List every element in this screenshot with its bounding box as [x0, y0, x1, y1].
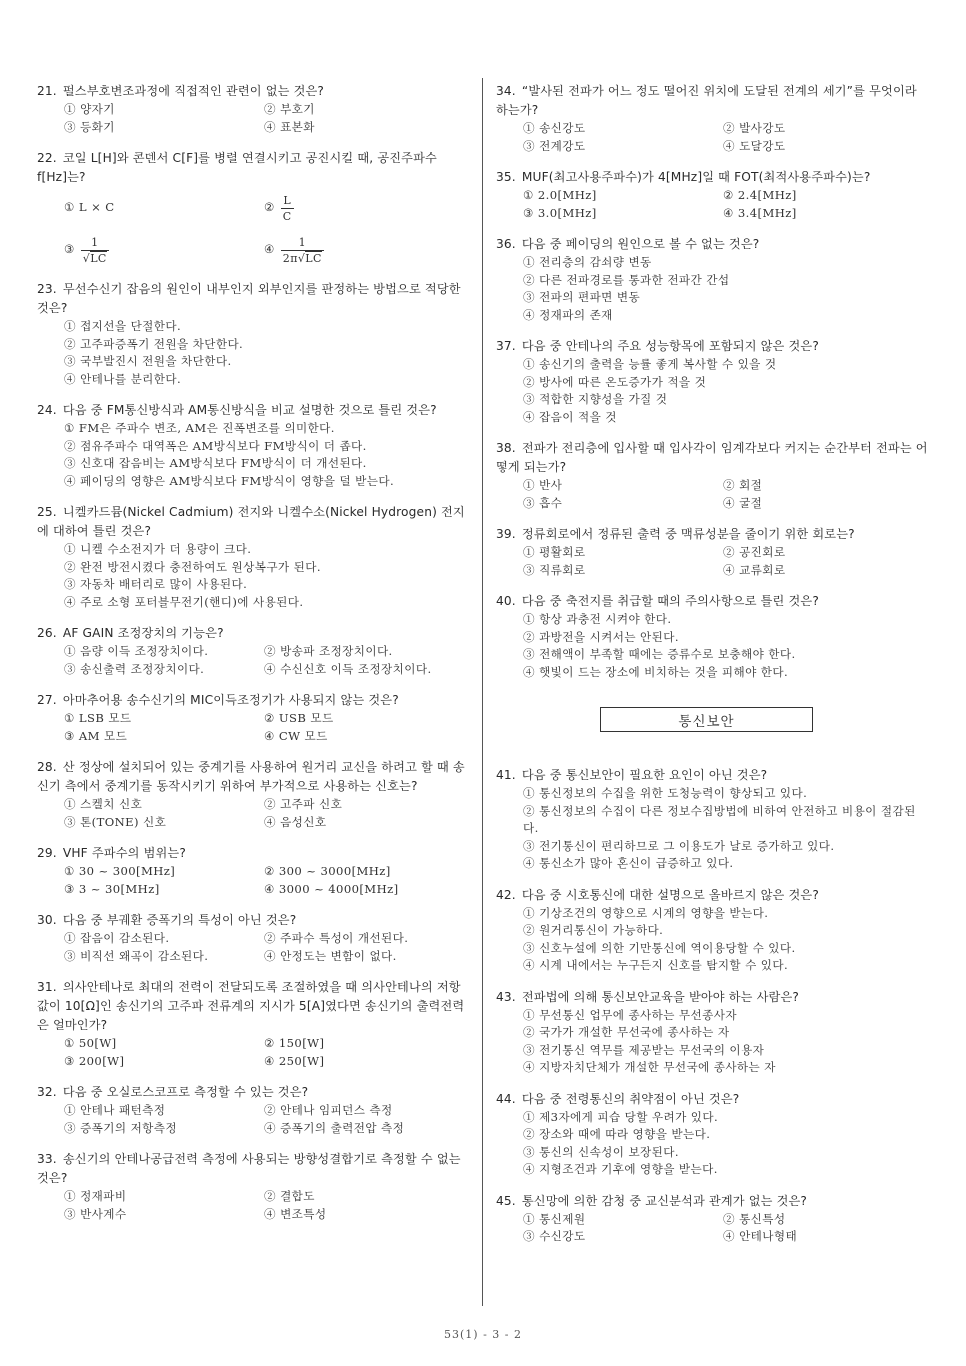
question-stem: 전파법에 의해 통신보안교육을 받아야 하는 사람은? — [521, 989, 799, 1004]
answer-option: ② 결합도 — [264, 1189, 315, 1203]
question-text — [496, 988, 928, 1007]
question-text — [496, 1090, 928, 1109]
answer-option: ③ 반사계수 — [64, 1206, 127, 1221]
question-text — [37, 844, 469, 863]
option-label: ④ — [264, 242, 275, 257]
answer-option: ② 고주파증폭기 전원을 차단한다. — [64, 336, 244, 351]
sqrt-content: LC — [305, 251, 322, 265]
question-number: 35. — [496, 170, 516, 184]
answer-options — [496, 905, 928, 975]
answer-option: ① 안테나 패턴측정 — [64, 1103, 166, 1117]
answer-option: ④ 통신소가 많아 혼신이 급증하고 있다. — [523, 856, 734, 870]
answer-option: ② 부호기 — [264, 102, 315, 116]
question-item — [496, 337, 928, 426]
question-text — [37, 624, 469, 643]
answer-options — [37, 420, 469, 490]
answer-options — [496, 544, 928, 579]
answer-option: ④ 변조특성 — [264, 1206, 327, 1221]
question-stem: 정류회로에서 정류된 출력 중 맥류성분을 줄이기 위한 회로는? — [521, 527, 855, 541]
section-title: 통신보안 — [600, 707, 813, 732]
answer-option: ③ 증폭기의 저항측정 — [64, 1120, 177, 1135]
answer-option: ① 스켈치 신호 — [64, 797, 143, 811]
answer-option: ④ 수신신호 이득 조정장치이다. — [264, 661, 432, 676]
question-stem: 다음 중 오실로스코프로 측정할 수 있는 것은? — [62, 1085, 309, 1099]
right-column — [496, 82, 928, 1259]
answer-option: ③ 전해액이 부족할 때에는 증류수로 보충해야 한다. — [523, 647, 796, 661]
answer-option: ② 통신정보의 수집이 다른 정보수집방법에 비하여 안전하고 비용이 절감된다. — [523, 803, 916, 835]
question-number: 32. — [37, 1085, 57, 1099]
question-item — [496, 235, 928, 324]
answer-option: ① 제3자에게 피습 당할 우려가 있다. — [523, 1109, 719, 1124]
question-item — [37, 911, 469, 965]
question-number: 21. — [37, 84, 57, 98]
answer-option: ③ 전기통신이 편리하므로 그 이용도가 날로 증가하고 있다. — [523, 838, 835, 853]
question-stem: 니켈카드뮴(Nickel Cadmium) 전지와 니켈수소(Nickel Hydrogen) 전지에 대하여 틀린 것은? — [37, 505, 465, 538]
answer-option: ③ 3.0[MHz] — [523, 205, 597, 220]
answer-options — [496, 785, 928, 873]
question-number: 34. — [496, 84, 516, 98]
fraction-denominator — [281, 208, 294, 223]
answer-option: ③ 전기통신 역무를 제공받는 무선국의 이용자 — [523, 1042, 765, 1057]
answer-option: ① 통신정보의 수집을 위한 도청능력이 향상되고 있다. — [523, 786, 808, 800]
question-text — [496, 82, 928, 120]
answer-option: ④ 시계 내에서는 누구든지 신호를 탐지할 수 있다. — [523, 958, 789, 972]
answer-option: ① 잡음이 감소된다. — [64, 931, 170, 945]
question-text — [496, 525, 928, 544]
question-number: 25. — [37, 505, 57, 519]
answer-options — [496, 1007, 928, 1077]
answer-option: ③ 수신강도 — [523, 1229, 586, 1243]
answer-option: ② 통신특성 — [723, 1211, 786, 1226]
denominator-prefix: 2π — [282, 251, 298, 265]
answer-option: ③ 신호누설에 의한 기만통신에 역이용당할 수 있다. — [523, 940, 796, 955]
question-stem: 다음 중 안테나의 주요 성능항목에 포함되지 않은 것은? — [521, 339, 819, 353]
question-text — [37, 758, 469, 796]
question-number: 27. — [37, 693, 57, 707]
question-stem: 다음 중 시호통신에 대한 설명으로 올바르지 않은 것은? — [521, 887, 819, 902]
answer-option: ④ 3.4[MHz] — [723, 205, 797, 220]
answer-option: ① 반사 — [523, 478, 563, 492]
fraction-numerator: 1 — [91, 235, 99, 249]
answer-option: ① 항상 과충전 시켜야 한다. — [523, 612, 672, 626]
question-item — [496, 168, 928, 222]
answer-options — [496, 1211, 928, 1246]
question-number: 45. — [496, 1193, 516, 1208]
fraction — [281, 194, 294, 223]
question-stem: 다음 중 페이딩의 원인으로 볼 수 없는 것은? — [521, 237, 760, 251]
answer-options — [37, 1188, 469, 1223]
answer-option: ② 방송파 조정장치이다. — [264, 644, 393, 658]
answer-option: ① 정재파비 — [64, 1189, 127, 1203]
answer-option: ② 주파수 특성이 개선된다. — [264, 931, 409, 945]
answer-option: ② 2.4[MHz] — [723, 188, 797, 202]
question-text — [496, 439, 928, 477]
answer-option: ③ 비직선 왜곡이 감소된다. — [64, 948, 209, 963]
answer-option: ③ 통신의 신속성이 보장된다. — [523, 1144, 679, 1159]
question-stem: 펄스부호변조과정에 직접적인 관련이 없는 것은? — [62, 84, 325, 98]
question-number: 38. — [496, 441, 516, 455]
question-item — [37, 1150, 469, 1223]
question-stem: 송신기의 안테나공급전력 측정에 사용되는 방향성결합기로 측정할 수 없는 것은? — [37, 1152, 461, 1185]
answer-option: ④ 음성신호 — [264, 814, 327, 829]
answer-option: ② 과방전을 시켜서는 안된다. — [523, 629, 679, 644]
questions-34-40 — [496, 82, 928, 681]
answer-option: ④ 지방자치단체가 개설한 무선국에 종사하는 자 — [523, 1060, 776, 1074]
question-item — [37, 1083, 469, 1137]
answer-option: ③ 등화기 — [64, 119, 115, 134]
question-number: 42. — [496, 887, 516, 902]
answer-option — [264, 233, 469, 267]
answer-option: ① 음량 이득 조정장치이다. — [64, 644, 209, 658]
question-stem: 무선수신기 잡음의 원인이 내부인지 외부인지를 판정하는 방법으로 적당한 것은? — [37, 282, 461, 315]
answer-option: ② 발사강도 — [723, 121, 786, 135]
answer-option: ③ AM 모드 — [64, 728, 128, 743]
answer-options — [496, 120, 928, 155]
question-item — [496, 439, 928, 512]
question-text — [37, 1150, 469, 1188]
question-stem: 코일 L[H]와 콘덴서 C[F]를 병렬 연결시키고 공진시킬 때, 공진주파수 f[Hz]는? — [37, 151, 437, 184]
question-stem: 다음 중 FM통신방식과 AM통신방식을 비교 설명한 것으로 틀린 것은? — [62, 403, 437, 417]
answer-option: ④ 정재파의 존재 — [523, 307, 613, 322]
answer-option: ① LSB 모드 — [64, 711, 132, 725]
answer-options — [37, 191, 469, 267]
answer-options — [37, 318, 469, 388]
answer-option: ③ 톤(TONE) 신호 — [64, 814, 167, 829]
option-label: ② — [264, 200, 275, 215]
question-number: 43. — [496, 989, 516, 1004]
question-stem: 아마추어용 송수신기의 MIC이득조정기가 사용되지 않는 것은? — [62, 693, 399, 707]
answer-options — [37, 643, 469, 678]
answer-option: ① 니켈 수소전지가 더 용량이 크다. — [64, 542, 252, 556]
option-label: ① L × C — [64, 200, 115, 215]
answer-option: ① 무선통신 업무에 종사하는 무선종사자 — [523, 1007, 737, 1022]
answer-option: ④ 도달강도 — [723, 138, 786, 153]
answer-option: ① 기상조건의 영향으로 시계의 영향을 받는다. — [523, 905, 769, 920]
question-text — [37, 503, 469, 541]
question-item — [37, 844, 469, 898]
question-item — [37, 401, 469, 490]
answer-option: ② 장소와 때에 따라 영향을 받는다. — [523, 1127, 711, 1141]
section-gap — [496, 732, 928, 766]
answer-option: ④ 지형조건과 기후에 영향을 받는다. — [523, 1162, 718, 1176]
question-text — [37, 149, 469, 187]
answer-option: ④ 증폭기의 출력전압 측정 — [264, 1120, 405, 1135]
answer-option: ③ 전계강도 — [523, 138, 586, 153]
answer-options — [496, 611, 928, 681]
question-stem: “발사된 전파가 어느 정도 떨어진 위치에 도달된 전계의 세기”를 무엇이라 하는가? — [496, 84, 917, 117]
column-divider — [482, 78, 483, 1306]
answer-option: ① 통신제원 — [523, 1211, 586, 1226]
question-stem: 다음 중 축전지를 취급할 때의 주의사항으로 틀린 것은? — [521, 594, 819, 608]
answer-option: ① 양자기 — [64, 102, 115, 116]
question-text — [496, 168, 928, 187]
answer-option: ① 평활회로 — [523, 545, 586, 559]
answer-option: ① 50[W] — [64, 1036, 117, 1050]
question-item — [37, 280, 469, 388]
answer-option: ④ 굴절 — [723, 495, 763, 510]
answer-option: ① 전리층의 감쇠량 변동 — [523, 255, 652, 269]
answer-option: ① 접지선을 단절한다. — [64, 319, 182, 333]
question-number: 37. — [496, 339, 516, 353]
answer-option: ② USB 모드 — [264, 711, 334, 725]
denominator-text: C — [282, 209, 292, 223]
question-text — [37, 978, 469, 1035]
answer-option: ④ 페이딩의 영향은 AM방식보다 FM방식이 영향을 덜 받는다. — [64, 473, 395, 488]
question-item — [37, 82, 469, 136]
question-text — [37, 1083, 469, 1102]
question-number: 23. — [37, 282, 57, 296]
fraction-denominator — [81, 250, 109, 265]
questions-41-45 — [496, 766, 928, 1246]
answer-option: ③ 직류회로 — [523, 562, 586, 577]
answer-option: ② 다른 전파경로를 통과한 전파간 간섭 — [523, 272, 730, 287]
answer-option: ② 원거리통신이 가능하다. — [523, 923, 664, 937]
question-item — [37, 149, 469, 267]
question-stem: 다음 중 부궤환 증폭기의 특성이 아닌 것은? — [62, 913, 297, 927]
fraction-numerator: 1 — [298, 235, 306, 249]
question-stem: 산 정상에 설치되어 있는 중계기를 사용하여 원거리 교신을 하려고 할 때 송신기 측에서 중계기를 동작시키기 위하여 부가적으로 사용하는 신호는? — [37, 760, 465, 793]
answer-options — [37, 796, 469, 831]
answer-option: ① 송신강도 — [523, 121, 586, 135]
answer-options — [496, 1109, 928, 1179]
question-stem: 의사안테나로 최대의 전력이 전달되도록 조절하였을 때 의사안테나의 저항 값이 10[Ω]인 송신기의 고주파 전류계의 지시가 5[A]였다면 송신기의 출력전력은 얼마인가? — [37, 980, 465, 1032]
question-number: 26. — [37, 626, 57, 640]
fraction-numerator: L — [283, 193, 292, 207]
question-item — [496, 1192, 928, 1246]
answer-option: ② 150[W] — [264, 1036, 325, 1050]
question-text — [496, 1192, 928, 1211]
answer-options — [496, 356, 928, 426]
question-stem: 통신망에 의한 감청 중 교신분석과 관계가 없는 것은? — [521, 1193, 808, 1208]
answer-option: ④ 잡음이 적을 것 — [523, 409, 617, 424]
answer-option: ④ 주로 소형 포터블무전기(핸디)에 사용된다. — [64, 594, 304, 609]
answer-option — [64, 191, 264, 225]
answer-option: ③ 송신출력 조정장치이다. — [64, 661, 205, 676]
question-text — [496, 592, 928, 611]
answer-option: ③ 신호대 잡음비는 AM방식보다 FM방식이 더 개선된다. — [64, 456, 367, 470]
answer-option: ④ 표본화 — [264, 119, 315, 134]
question-number: 44. — [496, 1091, 516, 1106]
answer-option — [264, 191, 469, 225]
answer-option: ④ 3000 ~ 4000[MHz] — [264, 881, 399, 896]
answer-options — [37, 863, 469, 898]
question-stem: 전파가 전리층에 입사할 때 입사각이 임계각보다 커지는 순간부터 전파는 어떻게 되는가? — [496, 441, 928, 474]
answer-options — [37, 1035, 469, 1070]
question-item — [496, 525, 928, 579]
answer-option: ② 방사에 따른 온도증가가 적을 것 — [523, 374, 707, 389]
answer-option: ① 2.0[MHz] — [523, 188, 597, 202]
question-item — [37, 758, 469, 831]
question-number: 33. — [37, 1152, 57, 1166]
answer-option: ② 공진회로 — [723, 545, 786, 559]
question-text — [37, 280, 469, 318]
question-text — [496, 886, 928, 905]
question-item — [496, 988, 928, 1077]
answer-option: ③ 국부발진시 전원을 차단한다. — [64, 354, 232, 368]
answer-option: ② 300 ~ 3000[MHz] — [264, 864, 391, 878]
answer-option: ② 완전 방전시켰다 충전하여도 원상복구가 된다. — [64, 559, 321, 574]
question-number: 29. — [37, 846, 57, 860]
answer-option: ③ 전파의 편파면 변동 — [523, 290, 641, 304]
answer-option: ④ CW 모드 — [264, 728, 328, 743]
question-item — [496, 1090, 928, 1179]
question-text — [37, 401, 469, 420]
question-stem: AF GAIN 조정장치의 기능은? — [62, 626, 224, 640]
answer-option: ④ 안테나를 분리한다. — [64, 371, 182, 386]
question-item — [496, 592, 928, 681]
left-column — [37, 82, 469, 1236]
question-item — [37, 978, 469, 1070]
question-number: 36. — [496, 237, 516, 251]
answer-option: ④ 250[W] — [264, 1053, 325, 1068]
question-number: 30. — [37, 913, 57, 927]
answer-options — [496, 477, 928, 512]
answer-options — [37, 1102, 469, 1137]
question-item — [37, 691, 469, 745]
answer-option: ② 회절 — [723, 478, 763, 492]
answer-option: ② 점유주파수 대역폭은 AM방식보다 FM방식이 더 좁다. — [64, 438, 367, 453]
answer-option — [64, 233, 264, 267]
answer-option: ③ 자동차 배터리로 많이 사용된다. — [64, 577, 248, 591]
question-text — [37, 911, 469, 930]
question-text — [496, 766, 928, 785]
question-text — [37, 691, 469, 710]
answer-option: ③ 3 ~ 30[MHz] — [64, 881, 160, 896]
question-number: 40. — [496, 594, 516, 608]
answer-option: ② 안테나 임피던스 측정 — [264, 1103, 393, 1117]
answer-options — [37, 710, 469, 745]
sqrt-symbol: √ — [82, 251, 91, 265]
answer-option: ④ 햇빛이 드는 장소에 비치하는 것을 피해야 한다. — [523, 664, 789, 679]
answer-option: ② 국가가 개설한 무선국에 종사하는 자 — [523, 1025, 730, 1039]
question-number: 28. — [37, 760, 57, 774]
question-text — [496, 337, 928, 356]
answer-option: ② 고주파 신호 — [264, 797, 343, 811]
question-item — [496, 82, 928, 155]
question-item — [496, 766, 928, 873]
question-number: 41. — [496, 768, 516, 782]
answer-option: ③ 흡수 — [523, 495, 563, 510]
answer-option: ① FM은 주파수 변조, AM은 진폭변조를 의미한다. — [64, 421, 335, 435]
answer-options — [496, 187, 928, 222]
answer-options — [37, 541, 469, 611]
question-stem: 다음 중 전령통신의 취약점이 아닌 것은? — [521, 1091, 740, 1106]
fraction — [81, 236, 109, 265]
question-text — [37, 82, 469, 101]
question-number: 24. — [37, 403, 57, 417]
answer-options — [37, 930, 469, 965]
question-item — [37, 624, 469, 678]
answer-option: ④ 교류회로 — [723, 562, 786, 577]
answer-option: ③ 200[W] — [64, 1053, 125, 1068]
question-stem: 다음 중 통신보안이 필요한 요인이 아닌 것은? — [521, 768, 768, 782]
question-item — [37, 503, 469, 611]
answer-option: ③ 적합한 지향성을 가질 것 — [523, 392, 668, 406]
question-number: 39. — [496, 527, 516, 541]
option-label: ③ — [64, 242, 75, 257]
answer-option: ① 30 ~ 300[MHz] — [64, 864, 176, 878]
question-item — [496, 886, 928, 975]
answer-option: ④ 안테나형태 — [723, 1229, 798, 1243]
sqrt-content: LC — [90, 251, 107, 265]
question-stem: MUF(최고사용주파수)가 4[MHz]일 때 FOT(최적사용주파수)는? — [521, 170, 871, 184]
answer-option: ① 송신기의 출력을 능률 좋게 복사할 수 있을 것 — [523, 357, 777, 371]
question-stem: VHF 주파수의 범위는? — [62, 846, 186, 860]
answer-options — [496, 254, 928, 324]
question-number: 22. — [37, 151, 57, 165]
answer-option: ④ 안정도는 변함이 없다. — [264, 948, 397, 963]
fraction — [281, 236, 324, 265]
answer-options — [37, 101, 469, 136]
sqrt-symbol: √ — [297, 251, 306, 265]
question-number: 31. — [37, 980, 57, 994]
page-number: 53(1) - 3 - 2 — [444, 1328, 522, 1341]
question-text — [496, 235, 928, 254]
fraction-denominator — [281, 250, 324, 265]
